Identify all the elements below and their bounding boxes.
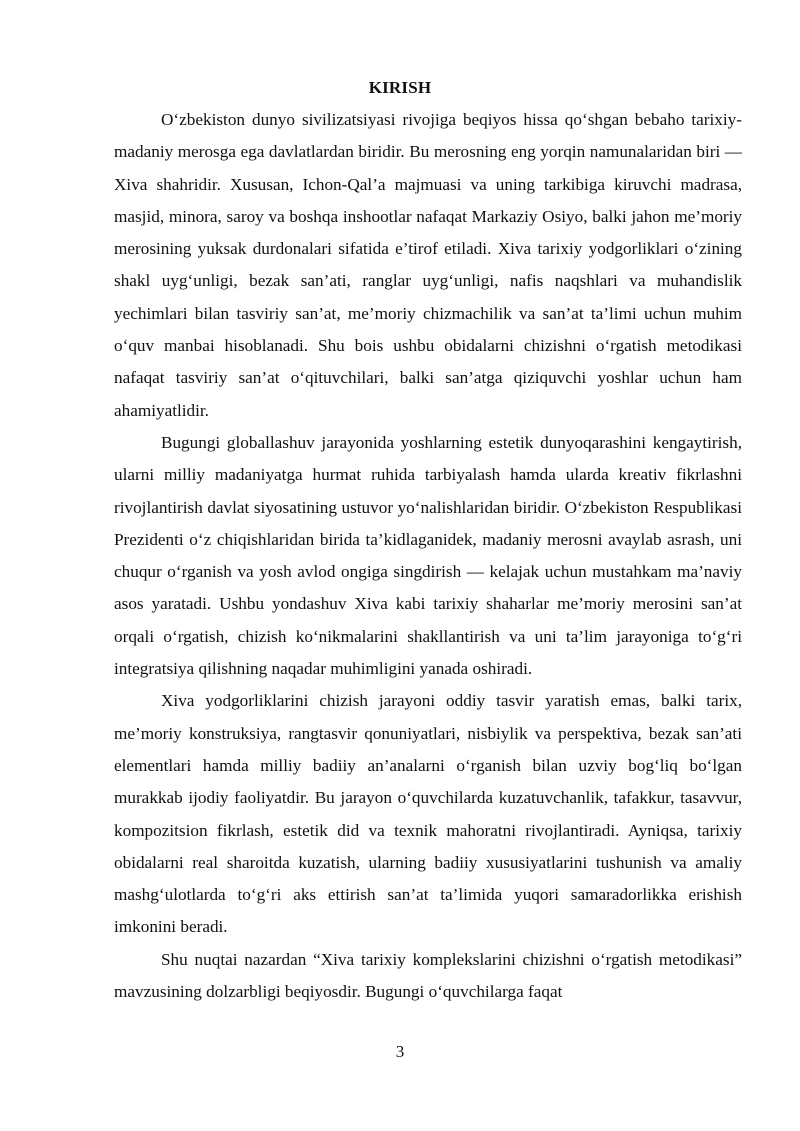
page-number: 3 <box>395 1042 405 1061</box>
section-heading: KIRISH <box>368 78 432 97</box>
paragraph: Bugungi globallashuv jarayonida yoshlarning estetik dunyoqarashini kengaytirish, ularni milliy madaniyatga hurmat ruhida tarbiyalash hamda ularda kreativ fikrlashni rivojlantirish davlat siyosatining ustuvor yo‘nalishlaridan biridir. O‘zbekiston Respublikasi Prezidenti o‘z chiqishlaridan birida ta’kidlaganidek, madaniy merosni avaylab asrash, uni chuqur o‘rganish va yosh avlod ongiga singdirish — kelajak uchun mustahkam ma’naviy asos yaratadi. Ushbu yondashuv Xiva kabi tarixiy shaharlar me’moriy merosini san’at orqali o‘rgatish, chizish ko‘nikmalarini shakllantirish va uni ta’lim jarayoniga to‘g‘ri integratsiya qilishning naqadar muhimligini yanada oshiradi. <box>114 432 742 679</box>
paragraph: Xiva yodgorliklarini chizish jarayoni oddiy tasvir yaratish emas, balki tarix, me’moriy konstruksiya, rangtasvir qonuniyatlari, nisbiylik va perspektiva, bezak san’ati elementlari hamda milliy badiiy an’analarni o‘rganish bilan uzviy bog‘liq bo‘lgan murakkab ijodiy faoliyatdir. Bu jarayon o‘quvchilarda kuzatuvchanlik, tafakkur, tasavvur, kompozitsion fikrlash, estetik did va texnik mahoratni rivojlantiradi. Ayniqsa, tarixiy obidalarni real sharoitda kuzatish, ularning badiiy xususiyatlarini tushunish va amaliy mashg‘ulotlarda to‘g‘ri aks ettirish san’at ta’limida yuqori samaradorlikka erishish imkonini beradi. <box>114 691 742 937</box>
paragraph: O‘zbekiston dunyo sivilizatsiyasi rivojiga beqiyos hissa qo‘shgan bebaho tarixiy-madaniy merosga ega davlatlardan biridir. Bu merosning eng yorqin namunalaridan biri — Xiva shahridir. Xususan, Ichon-Qal’a majmuasi va uning tarkibiga kiruvchi madrasa, masjid, minora, saroy va boshqa inshootlar nafaqat Markaziy Osiyo, balki jahon me’moriy merosining yuksak durdonalari sifatida e’tirof etiladi. Xiva tarixiy yodgorliklari o‘zining shakl uyg‘unligi, bezak san’ati, ranglar uyg‘unligi, nafis naqshlari va muhandislik yechimlari bilan tasviriy san’at, me’moriy chizmachilik va san’at ta’limi uchun muhim o‘quv manbai hisoblanadi. Shu bois ushbu obidalarni chizishni o‘rgatish metodikasi nafaqat tasviriy san’at o‘qituvchilari, balki san’atga qiziquvchi yoshlar uchun ham ahamiyatlidir. <box>114 110 742 420</box>
paragraph: Shu nuqtai nazardan “Xiva tarixiy komplekslarini chizishni o‘rgatish metodikasi” mavzusining dolzarbligi beqiyosdir. Bugungi o‘quvchilarga faqat <box>114 949 742 1002</box>
body-text <box>114 104 742 1008</box>
